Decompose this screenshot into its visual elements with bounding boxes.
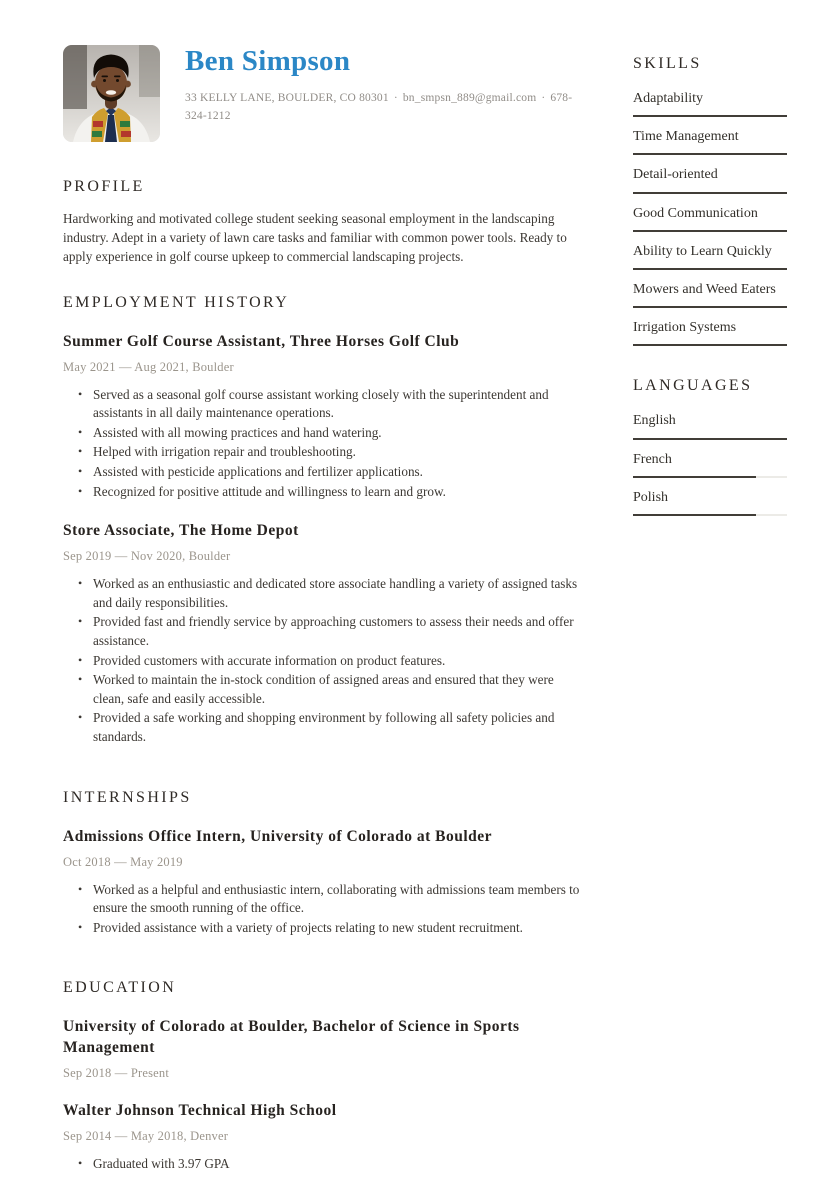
- skill-label: Mowers and Weed Eaters: [633, 281, 776, 297]
- portrait-illustration: [63, 45, 160, 142]
- bullet-item: • Helped with irrigation repair and troubleshooting.: [78, 443, 583, 462]
- skill-item: [633, 90, 787, 117]
- bullet-item: • Provided a safe working and shopping environment by following all safety policies and standards.: [78, 709, 583, 746]
- bullet-item: • Served as a seasonal golf course assistant working closely with the superintendent and assistants in all daily maintenance operations.: [78, 386, 583, 423]
- skill-item: [633, 205, 787, 232]
- skill-bar-fill: [633, 268, 787, 270]
- skill-item: [633, 319, 787, 346]
- job-title: Admissions Office Intern, University of Colorado at Boulder: [63, 827, 493, 845]
- education-school: Walter Johnson Technical High School: [63, 1102, 337, 1120]
- language-label: Polish: [633, 489, 669, 505]
- language-item: [633, 489, 787, 516]
- skill-label: Adaptability: [633, 91, 703, 106]
- bullet-item: • Provided fast and friendly service by approaching customers to assess their needs and offer assistance.: [78, 613, 583, 650]
- skill-bar: [633, 192, 787, 194]
- skill-bar: [633, 115, 787, 117]
- skill-bar-fill: [633, 115, 787, 117]
- bullet-item: • Worked as a helpful and enthusiastic intern, collaborating with admissions team members to ensure the smooth running of the office.: [78, 881, 583, 918]
- language-label: French: [633, 451, 672, 467]
- bullet-item: • Worked to maintain the in-stock condition of assigned areas and ensured that they were clean, safe and easily accessible.: [78, 671, 583, 708]
- language-bar: [633, 438, 787, 440]
- bullet-item: • Recognized for positive attitude and willingness to learn and grow.: [78, 483, 583, 502]
- job-title: Store Associate, The Home Depot: [63, 522, 299, 540]
- contact-separator: ·: [393, 91, 398, 104]
- skill-item: [633, 166, 787, 193]
- bullet-item: • Assisted with all mowing practices and hand watering.: [78, 424, 583, 443]
- job-meta: May 2021 — Aug 2021, Boulder: [63, 359, 234, 374]
- education-school: University of Colorado at Boulder, Bachelor of Science in Sports Management: [63, 1018, 520, 1057]
- contact-phone: 678-324-1212: [185, 91, 573, 123]
- contact-email[interactable]: bn_smpsn_889@gmail.com: [402, 91, 537, 104]
- language-bar-fill: [633, 476, 756, 478]
- bullet-item: • Provided assistance with a variety of projects relating to new student recruitment.: [78, 919, 583, 938]
- skill-label: Good Communication: [633, 205, 758, 221]
- profile-photo: [63, 45, 160, 142]
- language-bar: [633, 514, 787, 516]
- skill-label: Ability to Learn Quickly: [633, 243, 772, 259]
- skill-label: Irrigation Systems: [633, 320, 737, 336]
- skills-block: [633, 55, 787, 346]
- languages-title: LANGUAGES: [633, 377, 753, 395]
- language-bar: [633, 476, 787, 478]
- job-bullets: [78, 575, 583, 746]
- skill-item: [633, 128, 787, 155]
- education-meta: Sep 2014 — May 2018, Denver: [63, 1129, 229, 1144]
- language-item: [633, 451, 787, 478]
- skill-bar: [633, 153, 787, 155]
- education-bullets: [78, 1155, 583, 1174]
- job-meta: Oct 2018 — May 2019: [63, 854, 183, 869]
- skill-bar-fill: [633, 192, 787, 194]
- skill-bar-fill: [633, 153, 787, 155]
- skill-bar-fill: [633, 306, 787, 308]
- education-entry: [63, 1101, 583, 1174]
- employment-title: EMPLOYMENT HISTORY: [63, 293, 290, 311]
- bullet-item: • Worked as an enthusiastic and dedicated store associate handling a variety of assigned tasks and daily responsibilities.: [78, 575, 583, 612]
- resume-header: [63, 45, 583, 142]
- header-text: [185, 45, 583, 142]
- job-entry: [63, 332, 583, 502]
- section-internships: [63, 789, 583, 938]
- skill-bar-fill: [633, 344, 787, 346]
- job-bullets: [78, 386, 583, 502]
- section-education: [63, 979, 583, 1173]
- job-entry: [63, 521, 583, 746]
- candidate-name: Ben Simpson: [185, 45, 351, 77]
- skill-bar-fill: [633, 230, 787, 232]
- internships-title: INTERNSHIPS: [63, 788, 192, 806]
- education-entry: [63, 1017, 583, 1081]
- skills-title: SKILLS: [633, 55, 702, 72]
- skill-label: Detail-oriented: [633, 167, 718, 183]
- section-employment: [63, 294, 583, 747]
- contact-info: [185, 89, 583, 126]
- job-title: Summer Golf Course Assistant, Three Horses Golf Club: [63, 332, 460, 350]
- skill-item: [633, 281, 787, 308]
- profile-text: Hardworking and motivated college student seeking seasonal employment in the landscaping industry. Adept in a variety of lawn care tasks and familiar with common power tools. Ready to apply experience in golf course upkeep to commercial landscaping projects.: [63, 211, 567, 264]
- education-title: EDUCATION: [63, 979, 177, 997]
- bullet-item: • Assisted with pesticide applications and fertilizer applications.: [78, 463, 583, 482]
- contact-address: 33 KELLY LANE, BOULDER, CO 80301: [185, 91, 389, 104]
- skill-label: Time Management: [633, 129, 739, 145]
- skill-bar: [633, 268, 787, 270]
- sidebar: [633, 45, 787, 1175]
- contact-separator: ·: [541, 91, 546, 104]
- job-entry: [63, 827, 583, 938]
- language-bar-fill: [633, 438, 787, 440]
- skill-bar: [633, 230, 787, 232]
- skill-bar: [633, 344, 787, 346]
- languages-block: [633, 377, 787, 516]
- bullet-item: • Provided customers with accurate information on product features.: [78, 652, 583, 671]
- bullet-item: • Graduated with 3.97 GPA: [78, 1155, 583, 1174]
- job-meta: Sep 2019 — Nov 2020, Boulder: [63, 549, 231, 564]
- education-meta: Sep 2018 — Present: [63, 1066, 170, 1081]
- section-profile: [63, 178, 583, 267]
- skill-bar: [633, 306, 787, 308]
- language-label: English: [633, 413, 676, 429]
- profile-title: PROFILE: [63, 178, 145, 195]
- language-item: [633, 412, 787, 439]
- job-bullets: [78, 881, 583, 938]
- skill-item: [633, 243, 787, 270]
- language-bar-fill: [633, 514, 756, 516]
- main-column: [63, 45, 583, 1175]
